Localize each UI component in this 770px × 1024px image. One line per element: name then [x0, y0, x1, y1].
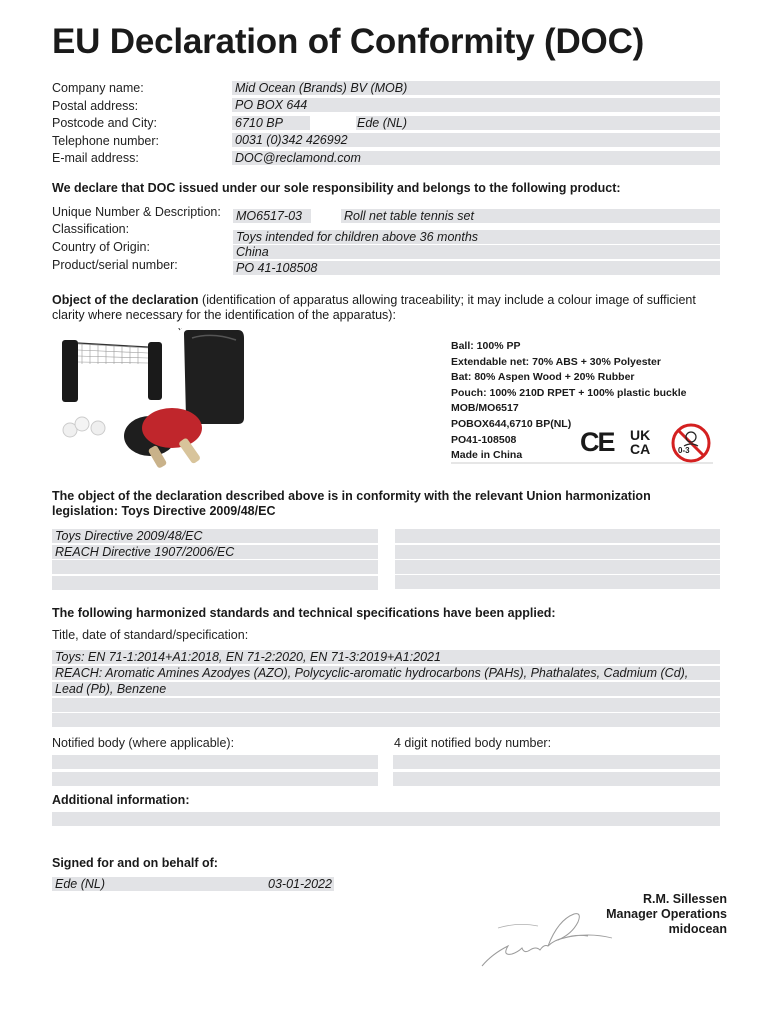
- ball: [75, 417, 89, 431]
- conformity-text: The object of the declaration described above is in conformity with the relevant Union harmonization legislation: Toys Directive 2009/48/EC: [52, 489, 651, 518]
- age-warning-text: 0-3: [678, 446, 690, 455]
- field-gap: [311, 209, 341, 223]
- label-line: Bat: 80% Aspen Wood + 20% Rubber: [451, 371, 635, 384]
- label-line: Pouch: 100% 210D RPET + 100% plastic buckle: [451, 386, 687, 399]
- age-warning-icon: [670, 422, 712, 464]
- signatory-name: R.M. Sillessen: [642, 892, 727, 906]
- directive-value: REACH Directive 1907/2006/EC: [55, 545, 235, 559]
- product-number-value: MO6517-03: [236, 209, 303, 223]
- signature-image: [478, 910, 618, 972]
- telephone-value: 0031 (0)342 426992: [235, 133, 348, 147]
- directive-field[interactable]: [52, 560, 378, 574]
- label-line: PO41-108508: [451, 433, 517, 446]
- unique-number-field[interactable]: [233, 209, 720, 223]
- notified-number-field[interactable]: [393, 772, 720, 786]
- net-post-left: [62, 340, 78, 402]
- standards-field[interactable]: [52, 713, 720, 727]
- notified-number-label: 4 digit notified body number:: [394, 736, 552, 750]
- postal-address-value: PO BOX 644: [235, 98, 308, 112]
- label-line: Ball: 100% PP: [451, 340, 521, 352]
- directive-field-right[interactable]: [395, 575, 720, 589]
- field-gap: [310, 116, 356, 130]
- label-line: MOB/MO6517: [451, 402, 519, 415]
- unique-number-label: Unique Number & Description:: [52, 205, 221, 219]
- standards-field[interactable]: [52, 698, 720, 712]
- signatory-block: [606, 892, 727, 937]
- net-post-right: [148, 342, 162, 400]
- label-line: Made in China: [451, 449, 523, 462]
- notified-body-field[interactable]: [52, 755, 378, 769]
- ukca-top: UK: [630, 427, 651, 443]
- ball: [91, 421, 105, 435]
- email-label: E-mail address:: [52, 151, 139, 165]
- classification-value: Toys intended for children above 36 months: [236, 230, 479, 244]
- product-image: [52, 328, 248, 470]
- directive-field-right[interactable]: [395, 560, 720, 574]
- postal-address-label: Postal address:: [52, 99, 139, 113]
- ukca-mark-icon: [630, 428, 650, 456]
- additional-info-label: Additional information:: [52, 793, 190, 807]
- city-value: Ede (NL): [357, 116, 408, 130]
- country-label: Country of Origin:: [52, 240, 150, 254]
- directive-field[interactable]: [52, 576, 378, 590]
- standards-value: REACH: Aromatic Amines Azodyes (AZO), Polycyclic-aromatic hydrocarbons (PAHs), Phathalates, Cadmium (Cd),: [55, 666, 689, 680]
- signed-label: Signed for and on behalf of:: [52, 856, 218, 870]
- notified-number-field[interactable]: [393, 755, 720, 769]
- standards-value: Lead (Pb), Benzene: [55, 682, 167, 696]
- bat-red: [142, 408, 202, 448]
- net-top-band: [78, 343, 148, 347]
- serial-value: PO 41-108508: [236, 261, 318, 275]
- signatory-role: Manager Operations: [606, 907, 727, 921]
- label-line: Extendable net: 70% ABS + 30% Polyester: [451, 355, 661, 368]
- pouch: [184, 330, 244, 424]
- object-paragraph: [52, 293, 724, 323]
- ukca-bottom: CA: [630, 441, 651, 457]
- company-name-label: Company name:: [52, 81, 144, 95]
- directive-value: Toys Directive 2009/48/EC: [55, 529, 203, 543]
- signed-date-value: 03-01-2022: [268, 877, 332, 891]
- ce-mark-icon: CE: [580, 427, 614, 457]
- directive-field-right[interactable]: [395, 545, 720, 559]
- postcode-city-label: Postcode and City:: [52, 116, 157, 130]
- additional-info-field[interactable]: [52, 812, 720, 826]
- object-heading: Object of the declaration: [52, 293, 199, 307]
- classification-label: Classification:: [52, 222, 130, 236]
- product-description-value: Roll net table tennis set: [344, 209, 474, 223]
- country-value: China: [236, 245, 269, 259]
- telephone-label: Telephone number:: [52, 134, 160, 148]
- notified-body-label: Notified body (where applicable):: [52, 736, 235, 750]
- pouch-string: [178, 328, 182, 330]
- notified-body-field[interactable]: [52, 772, 378, 786]
- postcode-city-field[interactable]: [232, 116, 720, 130]
- object-description: (identification of apparatus allowing traceability; it may include a colour image of sufficient clarity where necessary for the identification of the apparatus):: [52, 293, 696, 322]
- signed-place-value: Ede (NL): [55, 877, 106, 891]
- standards-label: Title, date of standard/specification:: [52, 628, 249, 642]
- company-name-value: Mid Ocean (Brands) BV (MOB): [235, 81, 408, 95]
- serial-label: Product/serial number:: [52, 258, 178, 272]
- postcode-value: 6710 BP: [235, 116, 283, 130]
- standards-heading: The following harmonized standards and technical specifications have been applied:: [52, 606, 556, 620]
- country-field[interactable]: [233, 245, 720, 259]
- page-title: EU Declaration of Conformity (DOC): [52, 22, 645, 61]
- standards-value: Toys: EN 71-1:2014+A1:2018, EN 71-2:2020, EN 71-3:2019+A1:2021: [55, 650, 441, 664]
- email-value: DOC@reclamond.com: [235, 151, 361, 165]
- label-line: POBOX644,6710 BP(NL): [451, 417, 572, 430]
- directive-field-right[interactable]: [395, 529, 720, 543]
- signatory-company: midocean: [668, 922, 727, 936]
- product-label-text: [451, 339, 686, 464]
- declare-text: We declare that DOC issued under our sole responsibility and belongs to the following product:: [52, 181, 621, 195]
